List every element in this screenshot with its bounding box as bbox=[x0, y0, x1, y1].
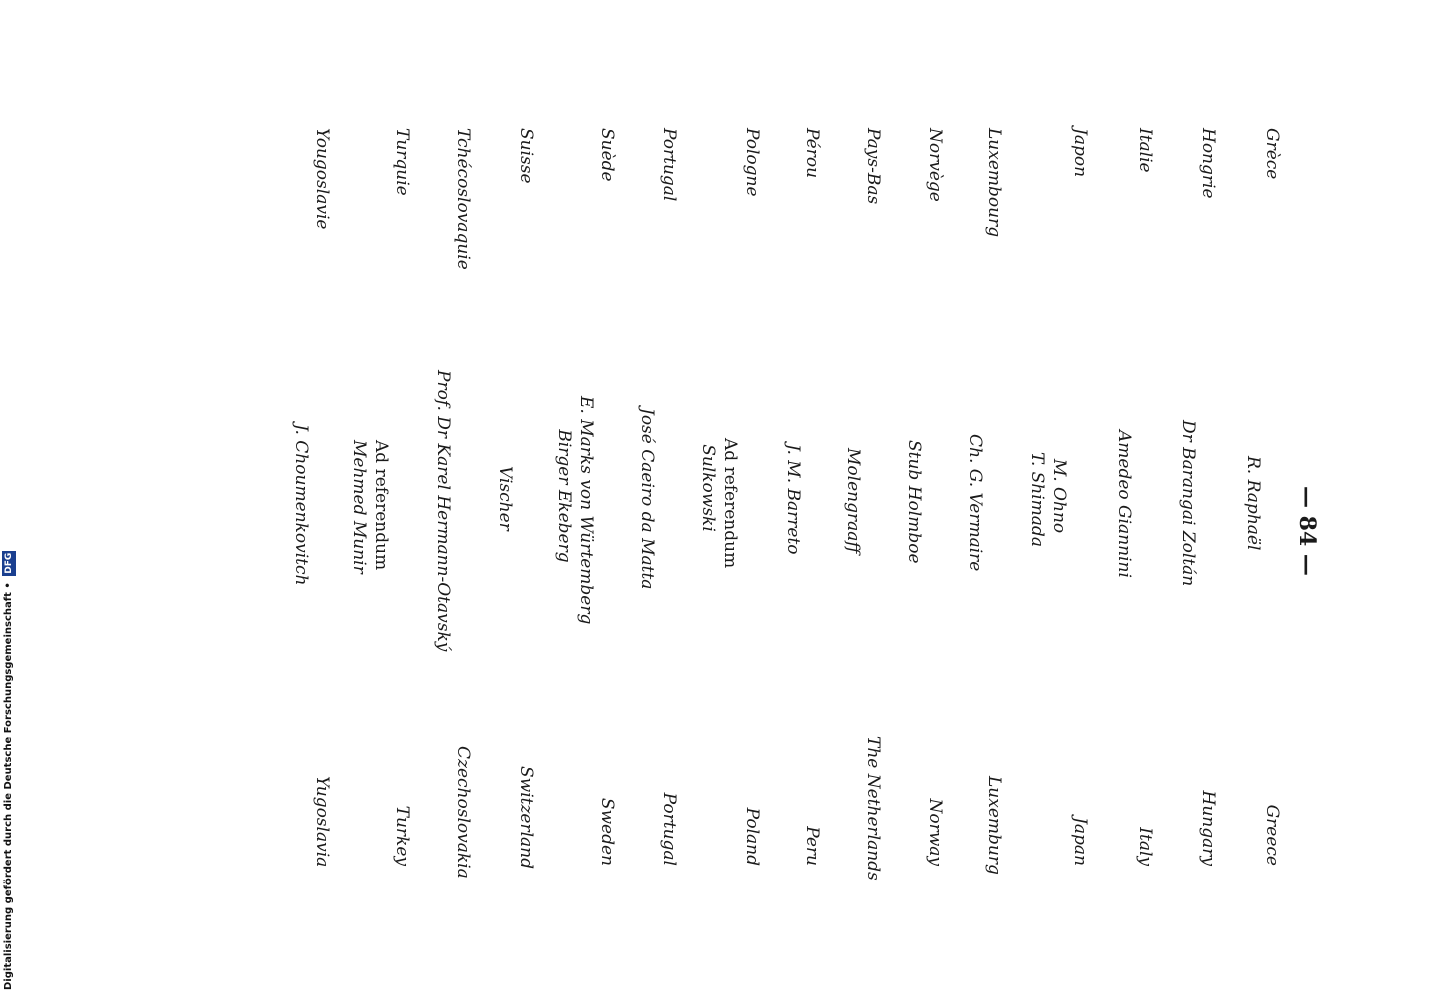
delegate-name: Birger Ekeberg bbox=[554, 429, 574, 563]
delegate-name: M. Ohno bbox=[1049, 458, 1069, 534]
digitization-credit: Digitalisierung gefördert durch die Deutsche Forschungsgemeinschaft • DFG bbox=[3, 552, 14, 990]
country-fr-czechoslovakia: Tchécoslovaquie bbox=[453, 128, 473, 270]
country-fr-peru: Pérou bbox=[802, 128, 822, 179]
delegate-name: Amedeo Giannini bbox=[1114, 430, 1134, 578]
delegate-name: Prof. Dr Karel Hermann-Otavský bbox=[433, 370, 453, 652]
country-fr-portugal: Portugal bbox=[659, 128, 679, 202]
delegate-sweden bbox=[553, 396, 597, 625]
delegate-name: Ad referendum bbox=[720, 438, 740, 569]
country-en-greece: Greece bbox=[1262, 804, 1282, 866]
country-fr-luxembourg: Luxembourg bbox=[984, 128, 1004, 238]
delegate-norway bbox=[903, 440, 925, 564]
delegate-name: J. Choumenkovitch bbox=[291, 424, 311, 586]
country-fr-hungary: Hongrie bbox=[1198, 128, 1218, 199]
delegate-peru bbox=[782, 444, 804, 555]
delegate-japan bbox=[1026, 452, 1070, 547]
delegate-name: T. Shimada bbox=[1027, 452, 1047, 547]
country-en-czechoslovakia: Czechoslovakia bbox=[453, 746, 473, 879]
country-en-peru: Peru bbox=[802, 826, 822, 866]
country-fr-poland: Pologne bbox=[742, 128, 762, 197]
country-fr-sweden: Suède bbox=[597, 128, 617, 182]
country-en-netherlands: The Netherlands bbox=[863, 736, 883, 881]
country-fr-netherlands: Pays-Bas bbox=[863, 128, 883, 205]
delegate-name: José Caeiro da Matta bbox=[637, 408, 657, 590]
delegate-name: Sulkowski bbox=[698, 444, 718, 532]
delegate-switzerland bbox=[494, 466, 516, 531]
delegate-name: Mehmed Munir bbox=[349, 440, 369, 574]
delegate-turkey bbox=[348, 440, 392, 574]
country-fr-japan: Japon bbox=[1070, 128, 1090, 178]
delegate-greece bbox=[1242, 456, 1264, 550]
country-en-portugal: Portugal bbox=[659, 792, 679, 866]
delegate-name: Ad referendum bbox=[371, 440, 391, 571]
country-en-luxembourg: Luxemburg bbox=[984, 776, 1004, 875]
country-fr-yugoslavia: Yougoslavie bbox=[312, 128, 332, 230]
dfg-logo: DFG bbox=[4, 552, 14, 574]
country-en-norway: Norway bbox=[925, 798, 945, 866]
delegate-luxembourg bbox=[964, 434, 986, 571]
delegate-poland bbox=[697, 438, 741, 569]
credit-text: Digitalisierung gefördert durch die Deutsche Forschungsgemeinschaft bbox=[3, 592, 14, 990]
country-en-turkey: Turkey bbox=[392, 805, 412, 866]
country-fr-turkey: Turquie bbox=[392, 128, 412, 196]
delegate-name: Ch. G. Vermaire bbox=[965, 434, 985, 572]
delegate-netherlands bbox=[842, 448, 864, 553]
delegate-name: Stub Holmboe bbox=[904, 440, 924, 564]
country-fr-greece: Grèce bbox=[1262, 128, 1282, 180]
delegate-portugal bbox=[636, 408, 658, 589]
delegate-name: Vischer bbox=[495, 466, 515, 531]
delegate-italy bbox=[1113, 430, 1135, 578]
delegate-yugoslavia bbox=[290, 424, 312, 585]
delegate-name: Molengraaff bbox=[843, 448, 863, 554]
country-en-japan: Japan bbox=[1070, 817, 1090, 866]
country-en-yugoslavia: Yugoslavia bbox=[312, 776, 332, 868]
country-en-hungary: Hungary bbox=[1198, 790, 1218, 866]
delegate-name: R. Raphaël bbox=[1243, 456, 1263, 551]
delegate-hungary bbox=[1177, 420, 1199, 586]
country-en-italy: Italy bbox=[1135, 827, 1155, 866]
delegate-name: E. Marks von Würtemberg bbox=[576, 396, 596, 625]
page-number: — 84 — bbox=[1294, 486, 1320, 576]
country-en-sweden: Sweden bbox=[597, 797, 617, 866]
country-fr-italy: Italie bbox=[1135, 128, 1155, 173]
country-fr-norway: Norvège bbox=[925, 128, 945, 202]
delegate-czechoslovakia bbox=[432, 370, 454, 651]
country-fr-switzerland: Suisse bbox=[516, 128, 536, 184]
country-en-poland: Poland bbox=[742, 807, 762, 866]
delegate-name: Dr Barangai Zoltán bbox=[1178, 420, 1198, 587]
delegate-name: J. M. Barreto bbox=[783, 444, 803, 555]
country-en-switzerland: Switzerland bbox=[516, 766, 536, 870]
